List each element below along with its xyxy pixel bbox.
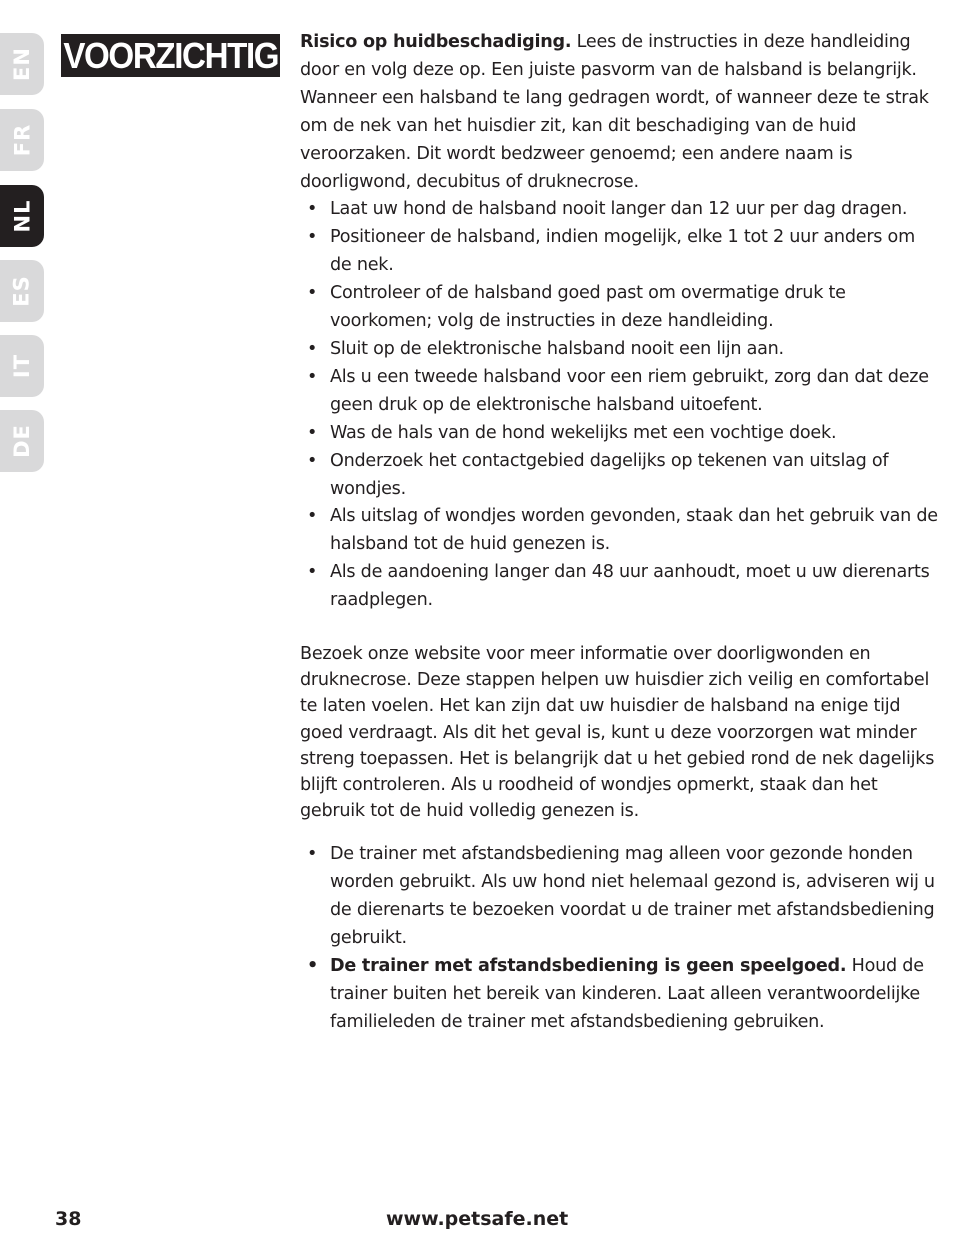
list-item: • Sluit op de elektronische halsband nooit een lijn aan.	[300, 336, 940, 364]
list-item: • Onderzoek het contactgebied dagelijks op tekenen van uitslag of wondjes.	[300, 448, 940, 504]
list-item-text: De trainer met afstandsbediening mag alleen voor gezonde honden worden gebruikt. Als uw hond niet helemaal gezond is, adviseren wij u de dierenarts te bezoeken voordat u de trainer met afstandsbediening gebruikt.	[330, 844, 935, 949]
list-item-bold: De trainer met afstandsbediening is geen speelgoed.	[330, 956, 847, 977]
language-tab-es[interactable]: ES	[0, 260, 44, 322]
intro-text: Lees de instructies in deze handleiding door en volg deze op. Een juiste pasvorm van de halsband is belangrijk. Wanneer een halsband te lang gedragen wordt, of wanneer deze te strak om de nek van het huisdier zit, kan dit beschadiging van de huid veroorzaken. Dit wordt bedzweer genoemd; een andere naam is doorligwond, decubitus of druknecrose.	[300, 32, 929, 192]
list-item: • Positioneer de halsband, indien mogelijk, elke 1 tot 2 uur anders om de nek.	[300, 224, 940, 280]
list-item: • Was de hals van de hond wekelijks met een vochtige doek.	[300, 420, 940, 448]
intro-heading: Risico op huidbeschadiging.	[300, 32, 572, 52]
intro-paragraph	[300, 29, 940, 196]
care-instructions-list	[300, 196, 940, 615]
website-info-paragraph: Bezoek onze website voor meer informatie over doorligwonden en druknecrose. Deze stappen helpen uw huisdier zich veilig en comfortabel te laten voelen. Het kan zijn dat uw huisdier de halsband na enige tijd goed verdraagt. Als dit het geval is, kunt u deze voorzorgen wat minder streng toepassen. Het is belangrijk dat u het gebied rond de nek dagelijks blijft controleren. Als u roodheid of wondjes opmerkt, staak dan het gebruik tot de huid volledig genezen is.	[300, 644, 935, 822]
list-item: • Laat uw hond de halsband nooit langer dan 12 uur per dag dragen.	[300, 196, 940, 224]
language-tab-fr[interactable]: FR	[0, 109, 44, 171]
list-item-text: Houd de trainer buiten het bereik van kinderen. Laat alleen verantwoordelijke familieleden de trainer met afstandsbediening gebruiken.	[330, 956, 924, 1032]
trainer-warnings-list	[300, 841, 940, 1036]
main-content	[300, 29, 940, 1037]
language-tab-en[interactable]: EN	[0, 33, 44, 95]
list-item	[300, 841, 940, 953]
list-item: • Als de aandoening langer dan 48 uur aanhoudt, moet u uw dierenarts raadplegen.	[300, 559, 940, 615]
list-item: • Als uitslag of wondjes worden gevonden, staak dan het gebruik van de halsband tot de huid genezen is.	[300, 503, 940, 559]
list-item: • Controleer of de halsband goed past om overmatige druk te voorkomen; volg de instructies in deze handleiding.	[300, 280, 940, 336]
list-item	[300, 953, 940, 1037]
caution-banner-label: VOORZICHTIG	[63, 34, 278, 76]
language-tab-it[interactable]: IT	[0, 335, 44, 397]
list-item: • Als u een tweede halsband voor een riem gebruikt, zorg dan dat deze geen druk op de elektronische halsband uitoefent.	[300, 364, 940, 420]
language-tab-nl[interactable]: NL	[0, 185, 44, 247]
language-tab-de[interactable]: DE	[0, 410, 44, 472]
page-number: 38	[55, 1208, 82, 1230]
website-url[interactable]: www.petsafe.net	[386, 1208, 569, 1230]
caution-banner	[61, 34, 280, 77]
